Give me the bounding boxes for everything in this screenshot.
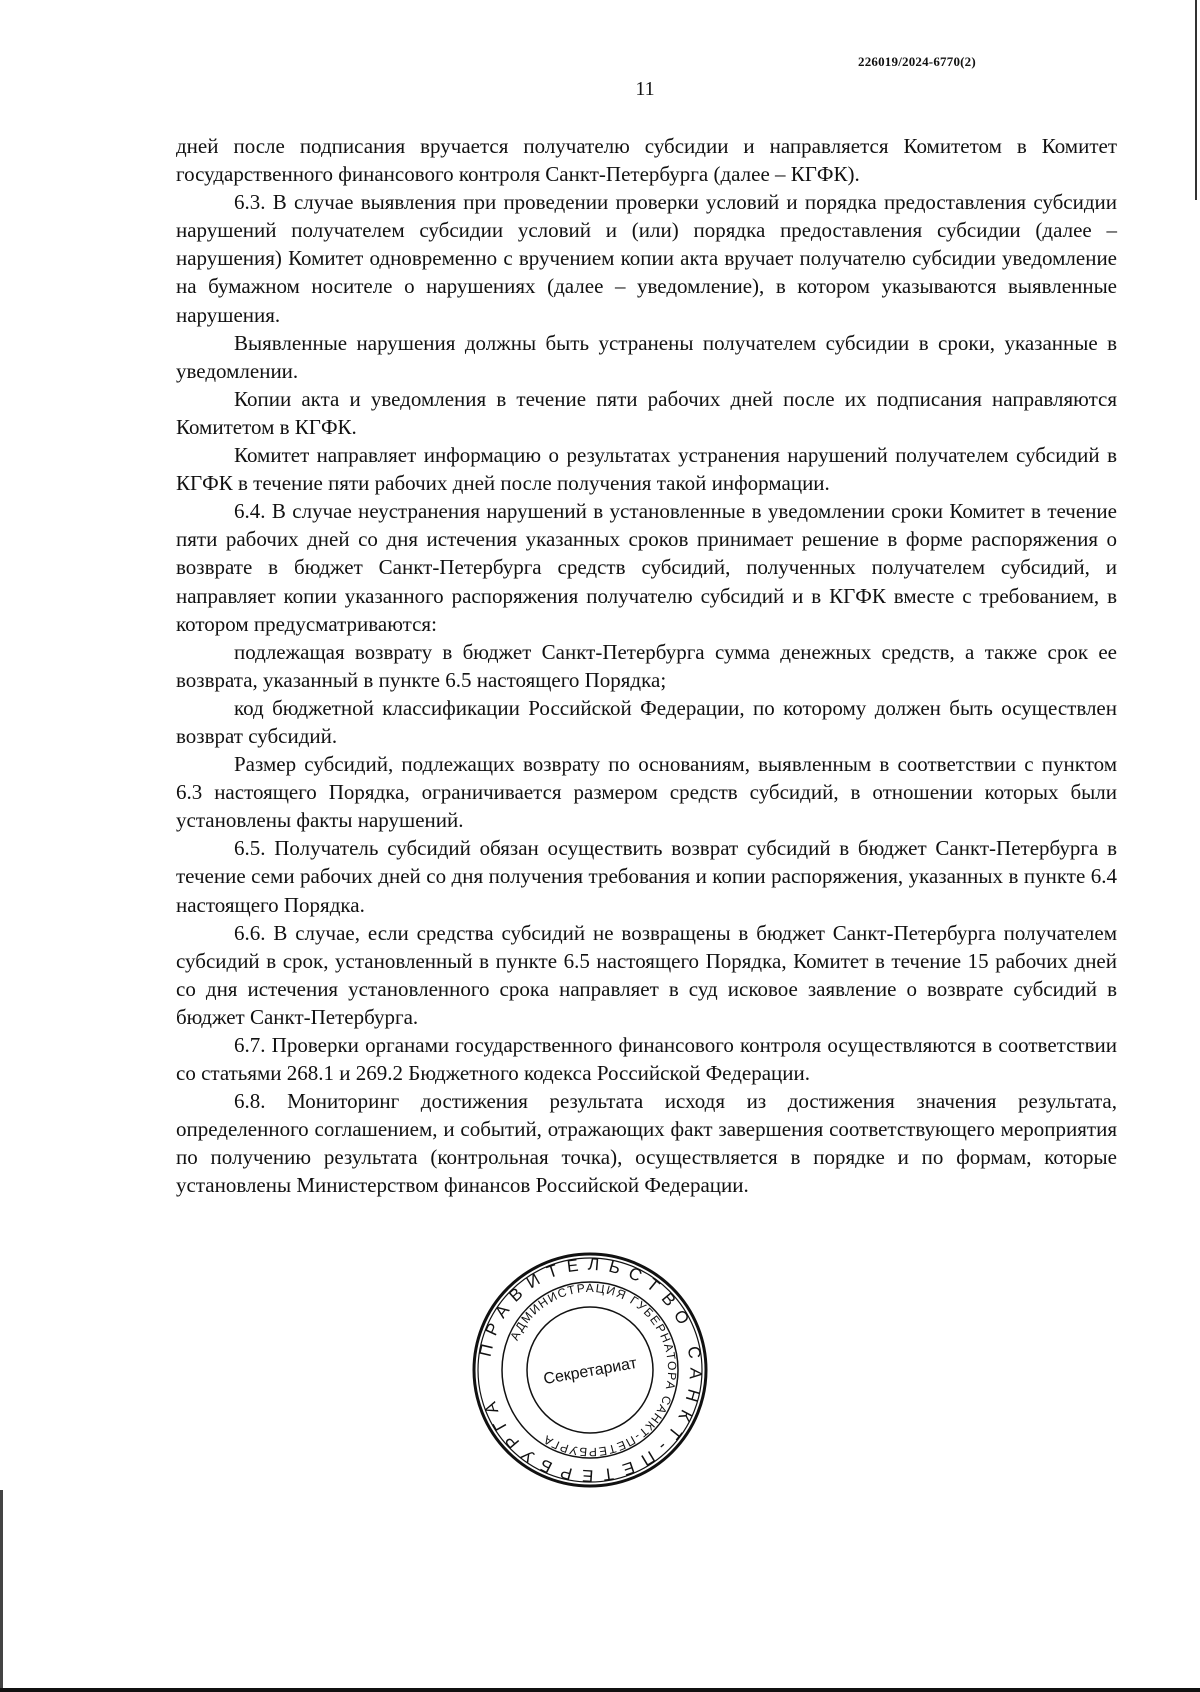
paragraph: Копии акта и уведомления в течение пяти рабочих дней после их подписания направляются Комитетом в КГФК. [176, 386, 1117, 439]
scan-edge-left [0, 1490, 3, 1690]
document-id: 226019/2024-6770(2) [858, 54, 976, 69]
official-seal-stamp [470, 1250, 710, 1490]
stamp-outer-text: ПРАВИТЕЛЬСТВО САНКТ-ПЕТЕРБУРГА [475, 1254, 706, 1486]
page-number: 11 [635, 78, 655, 100]
document-body [176, 132, 1117, 1200]
scan-bottom-edge [0, 1688, 1200, 1692]
stamp-center-text: Секретариат [542, 1354, 639, 1389]
paragraph: Комитет направляет информацию о результатах устранения нарушений получателем субсидий в КГФК в течение пяти рабочих дней после получения такой информации. [176, 443, 1117, 496]
stamp-inner-text: АДМИНИСТРАЦИЯ ГУБЕРНАТОРА САНКТ-ПЕТЕРБУРГА [507, 1280, 680, 1460]
paragraph-6-5: 6.5. Получатель субсидий обязан осуществить возврат субсидий в бюджет Санкт-Петербурга в течение семи рабочих дней со дня получения требования и копии распоряжения, указанных в пункте 6.4 настоящего Порядка. [176, 836, 1117, 917]
paragraph-6-8: 6.8. Мониторинг достижения результата исходя из достижения значения результата, определенного соглашением, и событий, отражающих факт завершения соответствующего мероприятия по получению результата (контрольная точка), осуществляется в порядке и по формам, которые установлены Министерством финансов Российской Федерации. [176, 1089, 1117, 1198]
paragraph-6-4: 6.4. В случае неустранения нарушений в установленные в уведомлении сроки Комитет в течение пяти рабочих дней со дня истечения указанных сроков принимает решение в форме распоряжения о возврате в бюджет Санкт-Петербурга средств субсидий, полученных получателем субсидий, и направляет копии указанного распоряжения получателю субсидий и в КГФК вместе с требованием, в котором предусматриваются: [176, 499, 1117, 636]
paragraph: подлежащая возврату в бюджет Санкт-Петербурга сумма денежных средств, а также срок ее возврата, указанный в пункте 6.5 настоящего Порядка; [176, 639, 1117, 692]
paragraph-continuation: дней после подписания вручается получателю субсидии и направляется Комитетом в Комитет государственного финансового контроля Санкт-Петербурга (далее – КГФК). [176, 134, 1117, 187]
paragraph-6-6: 6.6. В случае, если средства субсидий не возвращены в бюджет Санкт-Петербурга получателем субсидий в срок, установленный в пункте 6.5 настоящего Порядка, Комитет в течение 15 рабочих дней со дня истечения установленного срока направляет в суд исковое заявление о возврате субсидий в бюджет Санкт-Петербурга. [176, 920, 1117, 1029]
paragraph-6-3: 6.3. В случае выявления при проведении проверки условий и порядка предоставления субсидии нарушений получателем субсидии условий и (или) порядка предоставления субсидии (далее – нарушения) Комитет одновременно с вручением копии акта вручает получателю субсидии уведомление на бумажном носителе о нарушениях (далее – уведомление), в котором указываются выявленные нарушения. [176, 190, 1117, 327]
paragraph: Размер субсидий, подлежащих возврату по основаниям, выявленным в соответствии с пунктом 6.3 настоящего Порядка, ограничивается размером средств субсидий, в отношении которых были установлены факты нарушений. [176, 752, 1117, 833]
paragraph: Выявленные нарушения должны быть устранены получателем субсидии в сроки, указанные в уведомлении. [176, 330, 1117, 383]
paragraph: код бюджетной классификации Российской Федерации, по которому должен быть осуществлен возврат субсидий. [176, 695, 1117, 748]
paragraph-6-7: 6.7. Проверки органами государственного финансового контроля осуществляются в соответствии со статьями 268.1 и 269.2 Бюджетного кодекса Российской Федерации. [176, 1033, 1117, 1086]
